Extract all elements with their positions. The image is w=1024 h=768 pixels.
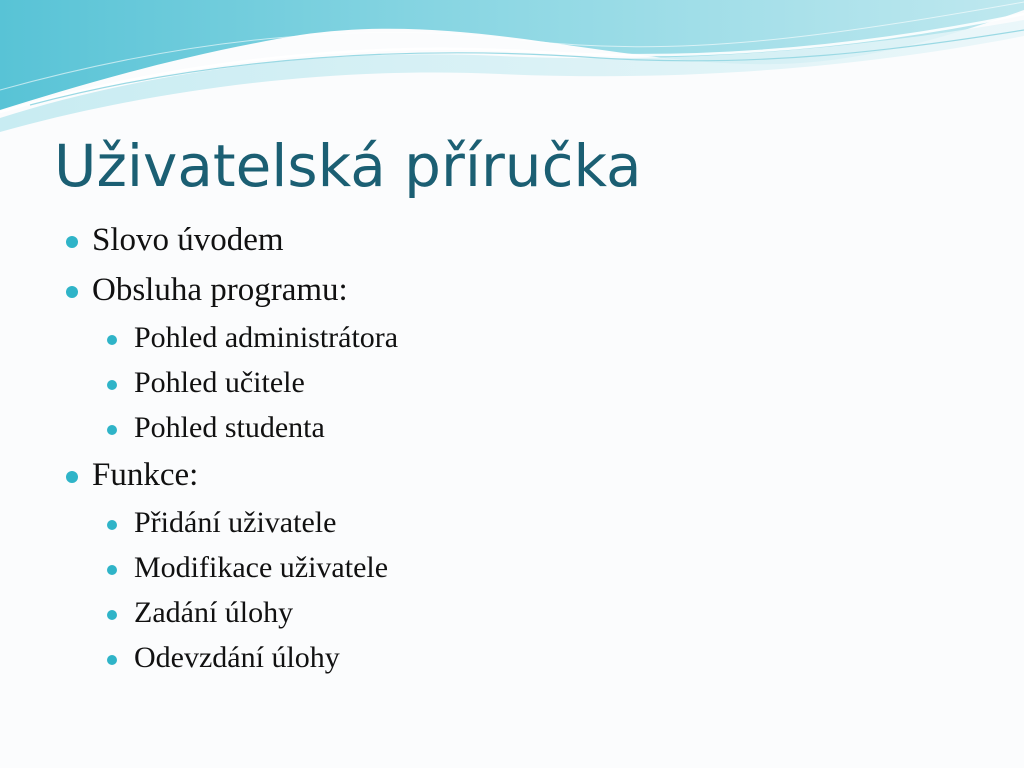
- sub-list-item: [62, 505, 962, 541]
- list-item-text: Slovo úvodem: [92, 222, 284, 258]
- list-item-text: Odevzdání úlohy: [134, 641, 340, 674]
- list-item-text: Modifikace uživatele: [134, 551, 389, 584]
- list-item-text: Pohled studenta: [134, 411, 325, 444]
- list-item-text: Zadání úlohy: [134, 596, 294, 629]
- list-item-text: Obsluha programu:: [92, 272, 348, 308]
- sub-list-item: [62, 550, 962, 586]
- sub-list-item: [62, 410, 962, 446]
- bullet-list: [62, 220, 962, 685]
- decorative-wave-header: [0, 0, 1024, 140]
- list-item: [62, 455, 962, 495]
- bullet-icon: [66, 286, 78, 298]
- bullet-icon: [107, 520, 117, 530]
- bullet-icon: [66, 236, 78, 248]
- slide-title: Uživatelská příručka: [54, 132, 642, 200]
- bullet-icon: [107, 565, 117, 575]
- sub-list-item: [62, 595, 962, 631]
- bullet-icon: [107, 425, 117, 435]
- bullet-icon: [107, 335, 117, 345]
- list-item-text: Pohled učitele: [134, 366, 305, 399]
- sub-list-item: [62, 640, 962, 676]
- list-item: [62, 220, 962, 260]
- bullet-icon: [66, 471, 78, 483]
- list-item-text: Funkce:: [92, 457, 199, 493]
- bullet-icon: [107, 610, 117, 620]
- list-item-text: Přidání uživatele: [134, 506, 337, 539]
- bullet-icon: [107, 655, 117, 665]
- list-item: [62, 270, 962, 310]
- bullet-icon: [107, 380, 117, 390]
- sub-list-item: [62, 320, 962, 356]
- list-item-text: Pohled administrátora: [134, 321, 399, 354]
- sub-list-item: [62, 365, 962, 401]
